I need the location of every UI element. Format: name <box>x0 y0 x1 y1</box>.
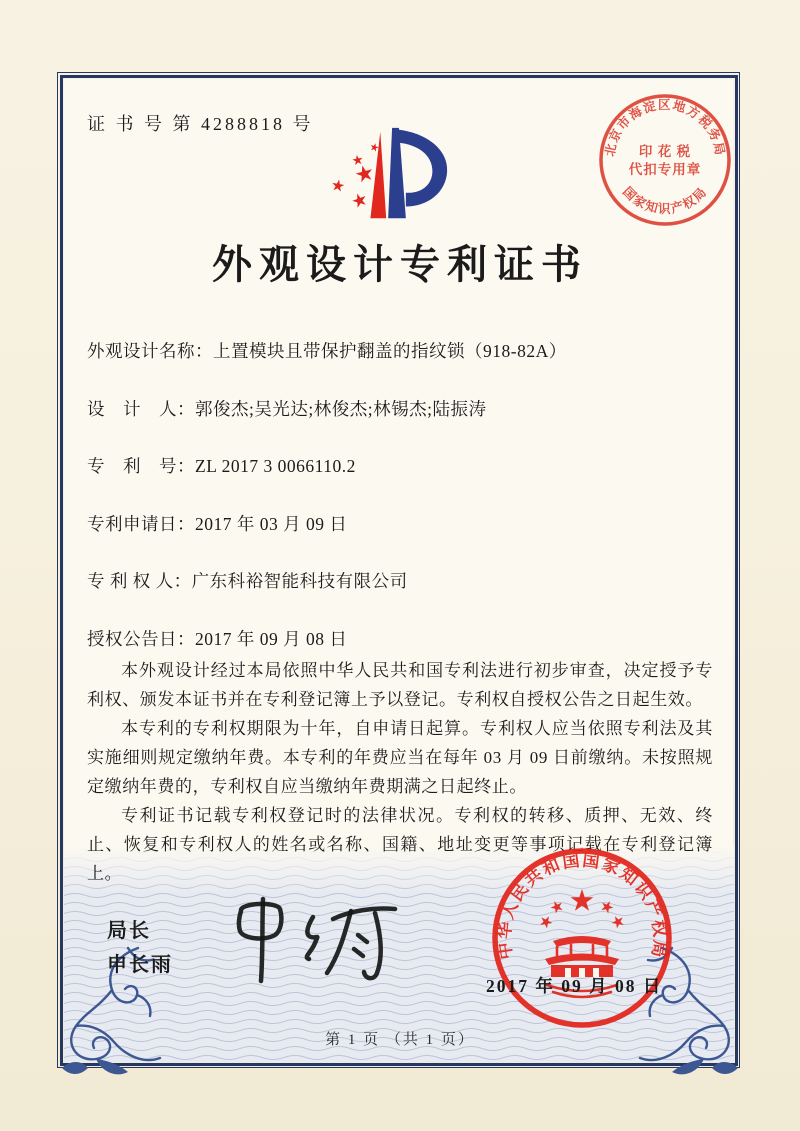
stamp-arc-bottom-text: 国家知识产权局 <box>620 184 710 217</box>
field-value: 郭俊杰;吴光达;林俊杰;林锡杰;陆振涛 <box>195 399 487 419</box>
paragraph-register: 专利证书记载专利权登记时的法律状况。专利权的转移、质押、无效、终止、恢复和专利权人的姓名或名称、国籍、地址变更等事项记载在专利登记簿上。 <box>87 806 713 883</box>
field-label: 专 利 权 人： <box>87 571 192 591</box>
field-application-date <box>87 511 347 536</box>
stamp-arc-top-text: 北京市海淀区地方税务局 <box>602 97 728 158</box>
signer-role: 局长 <box>107 920 151 942</box>
field-value: ZL 2017 3 0066110.2 <box>195 456 356 476</box>
field-label: 外观设计名称： <box>87 341 213 361</box>
seal-ring-text: 中华人民共和国国家知识产权局 <box>494 850 670 961</box>
field-value: 2017 年 03 月 09 日 <box>195 514 348 534</box>
stamp-center-line1: 印 花 税 <box>638 144 692 159</box>
field-grant-date <box>87 626 347 651</box>
director-signature <box>225 893 425 989</box>
stamp-center-line2: 代扣专用章 <box>628 162 702 177</box>
field-label: 专利申请日： <box>87 514 195 534</box>
field-label: 授权公告日： <box>87 629 195 649</box>
field-value: 上置模块且带保护翻盖的指纹锁（918-82A） <box>213 341 567 361</box>
seal-date: 2017 年 09 月 08 日 <box>486 976 663 996</box>
page-number: 第 1 页 （共 1 页） <box>325 1032 475 1048</box>
svg-text:中华人民共和国国家知识产权局 <box>493 851 670 961</box>
field-label: 设 计 人： <box>87 399 195 419</box>
field-patent-number <box>87 453 356 478</box>
sipo-red-seal <box>487 843 677 1033</box>
field-designers <box>87 396 486 421</box>
field-label: 专 利 号： <box>87 456 195 476</box>
svg-text:国家知识产权局 <box>620 184 710 216</box>
signer-name: 申长雨 <box>107 954 173 976</box>
field-value: 广东科裕智能科技有限公司 <box>191 571 408 591</box>
paragraph-term: 本专利的专利权期限为十年，自申请日起算。专利权人应当依照专利法及其实施细则规定缴纳年费。本专利的年费应当在每年 03 月 09 日前缴纳。未按照规定缴纳年费的，专利权自应当缴纳年费期满之日起终止。 <box>87 719 713 796</box>
certificate-title: 外观设计专利证书 <box>212 242 588 287</box>
field-value: 2017 年 09 月 08 日 <box>195 629 348 649</box>
cnipa-logo-icon <box>322 118 472 236</box>
field-design-name <box>87 338 567 363</box>
field-patentee <box>87 568 408 593</box>
certificate-number: 证 书 号 第 4288818 号 <box>87 114 314 134</box>
paragraph-grant: 本外观设计经过本局依照中华人民共和国专利法进行初步审查，决定授予专利权、颁发本证书并在专利登记簿上予以登记。专利权自授权公告之日起生效。 <box>87 661 713 709</box>
tax-stamp-seal <box>595 90 735 230</box>
